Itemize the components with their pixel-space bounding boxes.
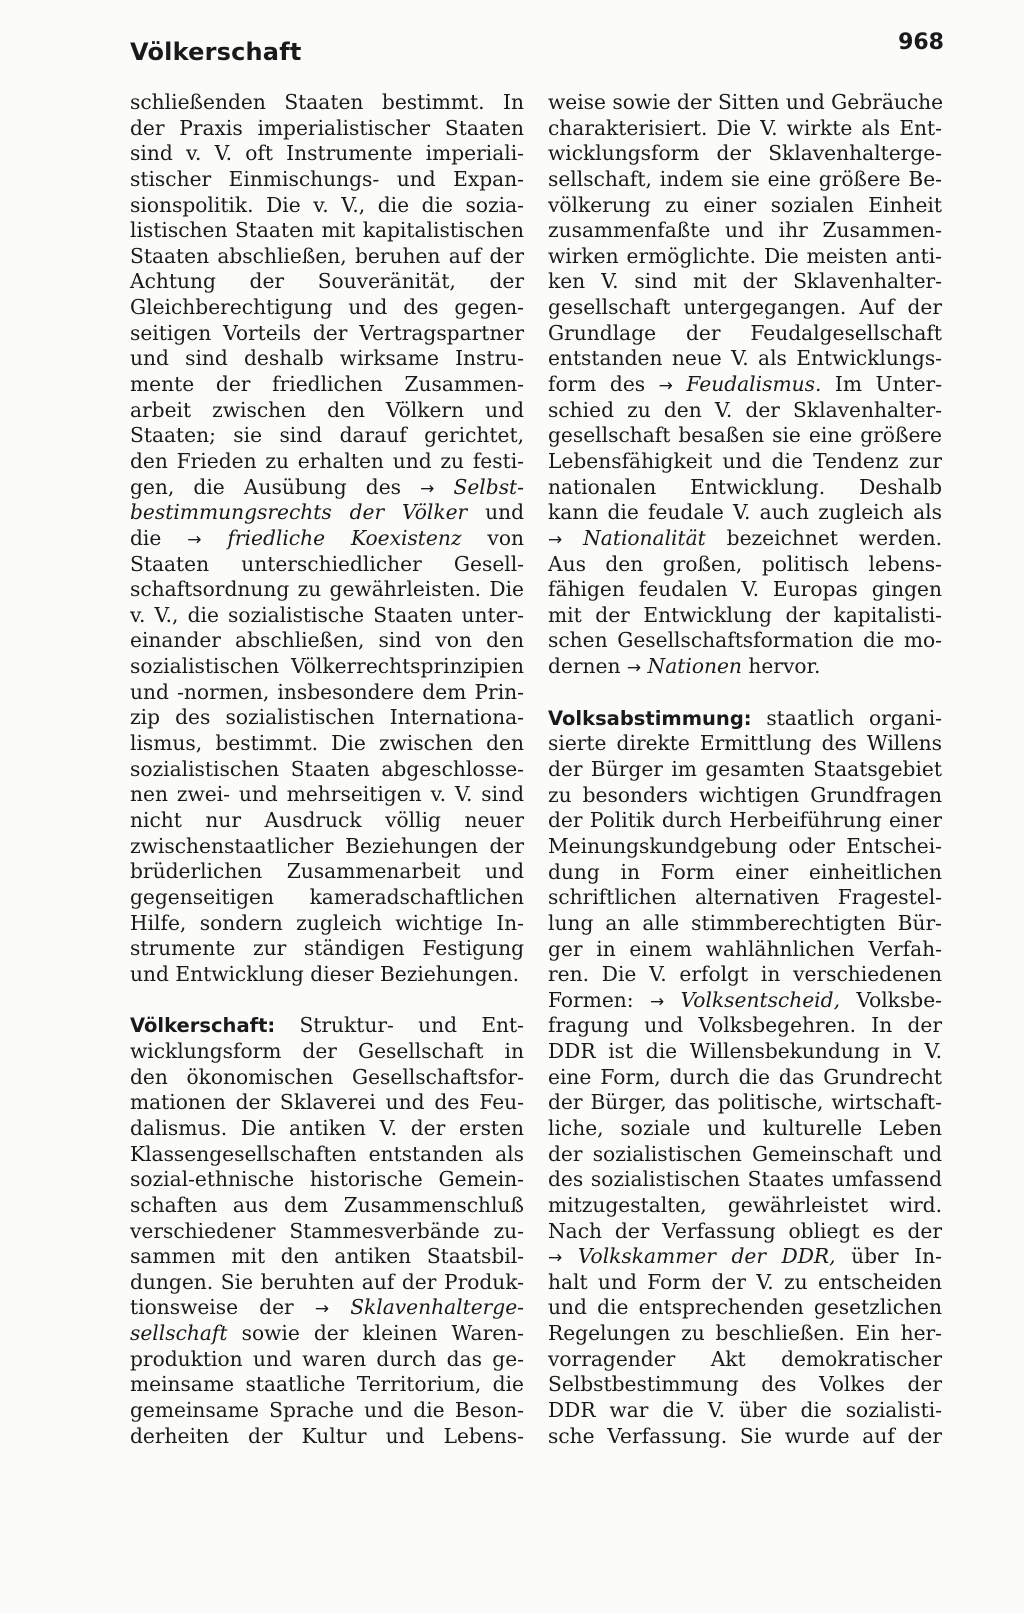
text-line: Klassengesellschaften entstanden als (130, 1141, 524, 1166)
text-line: sionspolitik. Die v. V., die die sozia- (130, 192, 524, 217)
text-span: form des (548, 372, 659, 397)
text-line: strumente zur ständigen Festigung (130, 936, 524, 961)
text-line: fähigen feudalen V. Europas gingen (548, 577, 942, 602)
text-line: Hilfe, sondern zugleich wichtige In- (130, 910, 524, 935)
arrow-icon: → (314, 1299, 330, 1320)
text-span: hervor. (741, 654, 821, 679)
text-line: und Entwicklung dieser Beziehungen. (130, 961, 520, 986)
text-line: sammen mit den antiken Staatsbil- (130, 1244, 524, 1269)
text-line: sind v. V. oft Instrumente imperiali- (130, 141, 524, 166)
text-line: Meinungskundgebung oder Entschei- (548, 833, 942, 858)
text-line: der Praxis imperialistischer Staaten (130, 115, 524, 140)
text-line: zusammenfaßte und ihr Zusammen- (548, 218, 942, 243)
text-span: Struktur- und Ent- (275, 1013, 524, 1038)
page-number: 968 (898, 30, 944, 55)
text-line: schen Gesellschaftsformation die mo- (548, 628, 942, 653)
text-line: sellschaft, indem sie eine größere Be- (548, 166, 942, 191)
text-line: weise sowie der Sitten und Gebräuche (548, 90, 944, 114)
text-line: den Frieden zu erhalten und zu festi- (130, 448, 524, 473)
text-line: der Bürger, das politische, wirtschaft- (548, 1090, 942, 1115)
text-line: gesellschaft untergegangen. Auf der (548, 295, 942, 320)
right-column (548, 90, 942, 1449)
text-line: lismus, bestimmt. Die zwischen den (130, 731, 524, 756)
text-line: fragung und Volksbegehren. In der (548, 1013, 942, 1038)
text-line: den ökonomischen Gesellschaftsfor- (130, 1064, 524, 1089)
text-line (130, 526, 524, 552)
text-line: Lebensfähigkeit und die Tendenz zur (548, 448, 942, 473)
text-line: nen zwei- und mehrseitigen v. V. sind (130, 782, 524, 807)
text-line: schließenden Staaten bestimmt. In (130, 90, 524, 114)
text-line: liche, soziale und kulturelle Leben (548, 1115, 942, 1140)
text-line: zip des sozialistischen Internationa- (130, 705, 524, 730)
cross-reference: Feudalismus. (672, 372, 822, 397)
text-line (130, 500, 524, 526)
text-line: sozial-ethnische historische Gemein- (130, 1167, 524, 1192)
text-line: schied zu den V. der Sklavenhalter- (548, 397, 942, 422)
text-line: gegenseitigen kameradschaftlichen (130, 884, 524, 909)
text-line: Regelungen zu beschließen. Ein her- (548, 1321, 942, 1346)
text-line: ger in einem wahlähnlichen Verfah- (548, 936, 942, 961)
text-line (548, 988, 942, 1014)
text-line: Grundlage der Feudalgesellschaft (548, 320, 942, 345)
text-line: des sozialistischen Staates umfassend (548, 1167, 942, 1192)
text-line: und die entsprechenden gesetzlichen (548, 1295, 942, 1320)
text-line: zu besonders wichtigen Grundfragen (548, 782, 942, 807)
text-line: brüderlichen Zusammenarbeit und (130, 859, 524, 884)
text-line: schriftlichen alternativen Fragestel- (548, 885, 942, 910)
text-line: sozialistischen Staaten abgeschlosse- (130, 756, 524, 781)
text-line (130, 1295, 524, 1321)
text-line (130, 1321, 524, 1347)
left-column (130, 90, 524, 1449)
cross-reference: friedliche Koexistenz (201, 525, 462, 550)
cross-reference: Volkskammer der DDR, (562, 1244, 836, 1269)
text-line (548, 526, 942, 552)
text-line: Staaten unterschiedlicher Gesell- (130, 551, 524, 576)
text-line: Achtung der Souveränität, der (130, 269, 524, 294)
text-line: wicklungsform der Gesellschaft in (130, 1039, 524, 1064)
text-line: mitzugestalten, gewährleistet wird. (548, 1192, 942, 1217)
text-line: zwischenstaatlicher Beziehungen der (130, 833, 524, 858)
text-span: über In- (835, 1244, 942, 1269)
text-line: dalismus. Die antiken V. der ersten (130, 1115, 524, 1140)
entry-separator (548, 680, 942, 706)
text-line: dungen. Sie beruhten auf der Produk- (130, 1269, 524, 1294)
cross-reference: Sklavenhalterge- (329, 1295, 524, 1320)
text-line: gemeinsame Sprache und die Beson- (130, 1398, 524, 1423)
text-line: nationalen Entwicklung. Deshalb (548, 474, 942, 499)
cross-reference: bestimmungsrechts der Völker (130, 500, 468, 525)
text-line: wirken ermöglichte. Die meisten anti- (548, 243, 942, 268)
text-line: stischer Einmischungs- und Expan- (130, 166, 524, 191)
text-line: DDR ist die Willensbekundung in V. (548, 1039, 942, 1064)
text-line: der Bürger im gesamten Staatsgebiet (548, 757, 942, 782)
text-line: sierte direkte Ermittlung des Willens (548, 731, 942, 756)
cross-reference: Nationen (641, 654, 742, 679)
text-span: Im Unter- (821, 372, 943, 397)
text-line: Staaten; sie sind darauf gerichtet, (130, 423, 524, 448)
text-line: der Politik durch Herbeiführung einer (548, 808, 942, 833)
running-head: Völkerschaft (130, 38, 302, 66)
text-line: produktion und waren durch das ge- (130, 1346, 524, 1371)
text-line: sozialistischen Völkerrechtsprinzipien (130, 654, 524, 679)
text-span: gen, die Ausübung des (130, 474, 421, 499)
arrow-icon: → (548, 1248, 563, 1269)
text-line: der sozialistischen Gemeinschaft und (548, 1141, 942, 1166)
text-line (548, 372, 942, 398)
text-line: eine Form, durch die das Grundrecht (548, 1064, 942, 1089)
arrow-icon: → (187, 529, 202, 550)
text-line: mit der Entwicklung der kapitalisti- (548, 602, 942, 627)
text-line: Nach der Verfassung obliegt es der (548, 1218, 942, 1243)
text-span: von (461, 525, 524, 550)
text-line: dung in Form einer einheitlichen (548, 859, 942, 884)
entry-separator (130, 987, 524, 1013)
arrow-icon: → (420, 478, 435, 499)
text-span: Volksbe- (839, 987, 942, 1012)
arrow-icon: → (548, 529, 563, 550)
text-line: kann die feudale V. auch zugleich als (548, 500, 942, 525)
arrow-icon: → (626, 658, 642, 679)
text-line: Gleichberechtigung und des gegen- (130, 295, 524, 320)
text-span: dernen (548, 654, 627, 679)
entry-headword: Völkerschaft: (130, 1014, 276, 1038)
text-line: wicklungsform der Sklavenhalterge- (548, 141, 942, 166)
text-line: Aus den großen, politisch lebens- (548, 551, 942, 576)
text-line: arbeit zwischen den Völkern und (130, 397, 524, 422)
text-line: meinsame staatliche Territorium, die (130, 1372, 524, 1397)
text-span: sowie der kleinen Waren- (227, 1321, 524, 1346)
text-line: und -normen, insbesondere dem Prin- (130, 679, 524, 704)
text-line (130, 1013, 524, 1039)
text-line: einander abschließen, sind von den (130, 628, 524, 653)
text-line: mente der friedlichen Zusammen- (130, 372, 524, 397)
text-line: seitigen Vorteils der Vertragspartner (130, 320, 524, 345)
text-line: derheiten der Kultur und Lebens- (130, 1423, 524, 1448)
arrow-icon: → (649, 991, 665, 1012)
text-line: DDR war die V. über die sozialisti- (548, 1398, 942, 1423)
text-line: lung an alle stimmberechtigten Bür- (548, 910, 942, 935)
text-line: listischen Staaten mit kapitalistischen (130, 218, 524, 243)
cross-reference: Selbst- (434, 474, 524, 499)
text-line: schaften aus dem Zusammenschluß (130, 1192, 524, 1217)
text-line: völkerung zu einer sozialen Einheit (548, 192, 942, 217)
cross-reference: Nationalität (562, 525, 706, 550)
text-line: verschiedener Stammesverbände zu- (130, 1218, 524, 1243)
text-line: schaftsordnung zu gewährleisten. Die (130, 577, 524, 602)
text-line: entstanden neue V. als Entwicklungs- (548, 346, 942, 371)
text-line (548, 654, 942, 680)
text-line: Staaten abschließen, beruhen auf der (130, 243, 524, 268)
text-line: v. V., die sozialistische Staaten unter- (130, 602, 524, 627)
text-line: vorragender Akt demokratischer (548, 1346, 942, 1371)
text-line: charakterisiert. Die V. wirkte als Ent- (548, 115, 942, 140)
entry-headword: Volksabstimmung: (548, 706, 752, 730)
text-line: ken V. sind mit der Sklavenhalter- (548, 269, 942, 294)
text-line: nicht nur Ausdruck völlig neuer (130, 807, 524, 832)
text-span: tionsweise der (130, 1295, 315, 1320)
arrow-icon: → (658, 376, 673, 397)
cross-reference: sellschaft (130, 1321, 228, 1346)
text-line: gesellschaft besaßen sie eine größere (548, 423, 942, 448)
text-line (548, 1244, 942, 1270)
text-span: staatlich organi- (751, 705, 942, 730)
text-line: Selbstbestimmung des Volkes der (548, 1372, 942, 1397)
text-line: mationen der Sklaverei und des Feu- (130, 1090, 524, 1115)
text-line (130, 475, 524, 501)
text-line: halt und Form der V. zu entscheiden (548, 1269, 942, 1294)
text-line: sche Verfassung. Sie wurde auf der (548, 1423, 942, 1448)
text-span: Formen: (548, 987, 650, 1012)
text-span: bezeichnet werden. (705, 525, 942, 550)
text-line (548, 706, 942, 732)
cross-reference: Volksentscheid, (664, 987, 840, 1012)
text-span: und (467, 500, 525, 525)
text-line: ren. Die V. erfolgt in verschiedenen (548, 962, 942, 987)
text-span: die (130, 525, 188, 550)
text-line: und sind deshalb wirksame Instru- (130, 346, 524, 371)
